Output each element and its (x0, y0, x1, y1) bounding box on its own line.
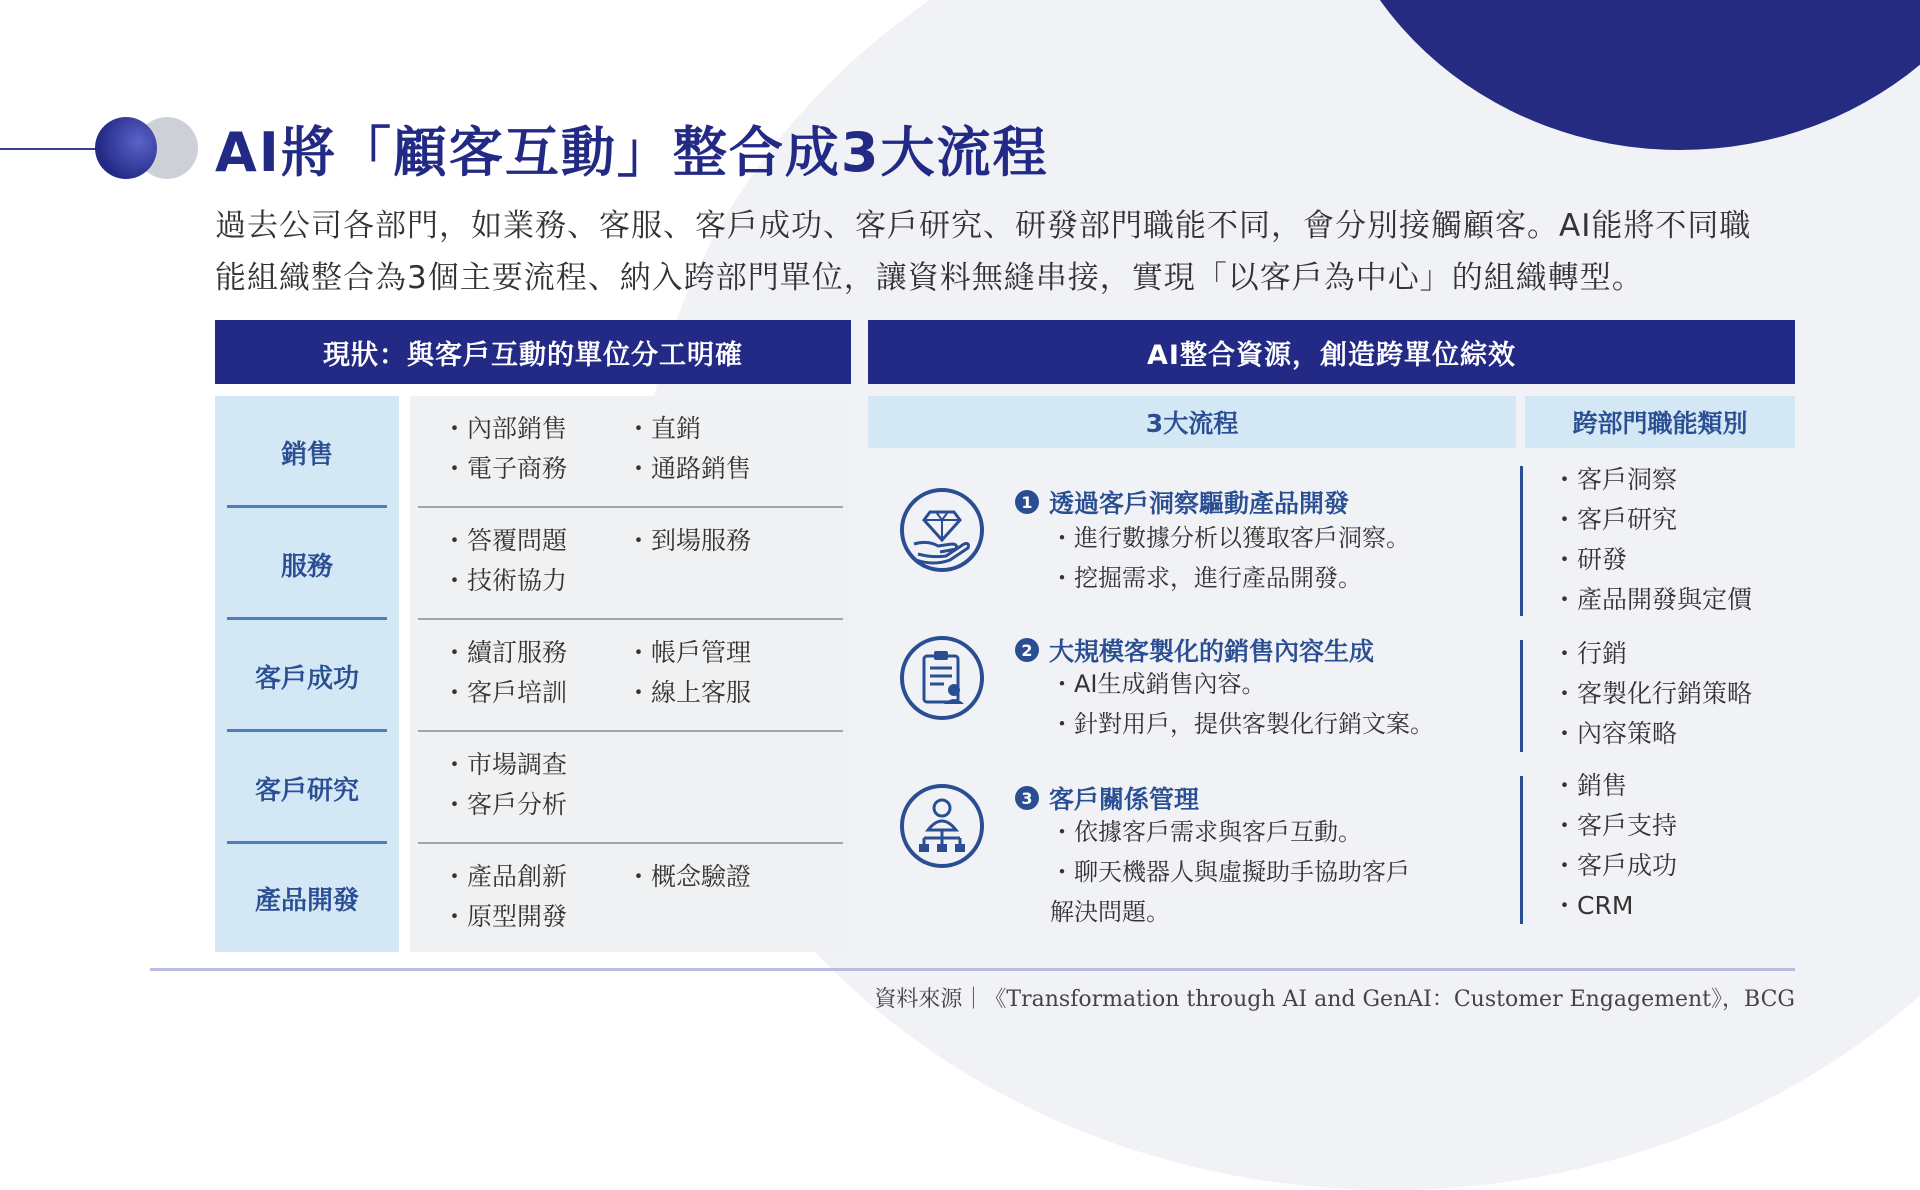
list-item: ・帳戶管理 (626, 638, 752, 667)
process-number-badge: 3 (1015, 786, 1039, 810)
list-item: ・技術協力 (442, 566, 568, 595)
function-item: ・銷售 (1552, 771, 1628, 800)
process-number-badge: 2 (1015, 638, 1039, 662)
list-item (626, 900, 806, 934)
process-bullets (1050, 518, 1410, 598)
diamond-hand-icon (898, 486, 986, 574)
process-bullet: ・進行數據分析以獲取客戶洞察。 (1050, 524, 1410, 552)
process-bullet: ・依據客戶需求與客戶互動。 (1050, 818, 1362, 846)
items-grid (442, 412, 806, 486)
process-subheader: 3大流程 (868, 396, 1516, 448)
process-title (1015, 484, 1349, 520)
category-row (215, 620, 399, 732)
category-label: 客戶研究 (254, 775, 359, 806)
list-item (626, 748, 806, 782)
process-number-badge: 1 (1015, 490, 1039, 514)
function-item: ・行銷 (1552, 639, 1628, 668)
category-label: 銷售 (280, 439, 333, 470)
process-bullets (1050, 664, 1434, 744)
items-row (410, 396, 851, 508)
title-rule (0, 148, 100, 150)
page-title: AI將「顧客互動」整合成3大流程 (215, 121, 1049, 184)
list-item: ・原型開發 (442, 902, 568, 931)
process-bullet-continuation: 解決問題。 (1050, 898, 1170, 926)
function-list (1552, 766, 1677, 926)
items-row (410, 732, 851, 844)
list-item (626, 788, 806, 822)
process-title-text: 客戶關係管理 (1049, 785, 1200, 814)
process-bullets (1050, 812, 1410, 932)
network-user-icon (898, 782, 986, 870)
function-item: ・產品開發與定價 (1552, 585, 1753, 614)
function-item: ・研發 (1552, 545, 1628, 574)
function-item: ・客製化行銷策略 (1552, 679, 1753, 708)
category-row (215, 844, 399, 952)
category-row (215, 396, 399, 508)
list-item: ・線上客服 (626, 678, 752, 707)
function-subheader: 跨部門職能類別 (1525, 396, 1795, 448)
list-item: ・產品創新 (442, 862, 568, 891)
list-item: ・通路銷售 (626, 454, 752, 483)
category-row (215, 732, 399, 844)
function-item: ・內容策略 (1552, 719, 1678, 748)
process-title-text: 透過客戶洞察驅動產品開發 (1049, 489, 1350, 518)
category-label: 客戶成功 (254, 663, 359, 694)
function-item: ・客戶支持 (1552, 811, 1678, 840)
list-item: ・市場調查 (442, 750, 568, 779)
process-bullet: ・AI生成銷售內容。 (1050, 670, 1266, 698)
list-item: ・客戶分析 (442, 790, 568, 819)
function-item: ・客戶成功 (1552, 851, 1678, 880)
source-citation: 資料來源｜《Transformation through AI and GenAI：Customer Engagement》，BCG (874, 987, 1795, 1012)
category-row (215, 508, 399, 620)
intro-line: 能組織整合為3個主要流程、納入跨部門單位，讓資料無縫串接，實現「以客戶為中心」的組織轉型。 (215, 260, 1644, 296)
list-item: ・直銷 (626, 414, 702, 443)
process-bullet: ・聊天機器人與虛擬助手協助客戶 (1050, 858, 1410, 886)
list-item: ・客戶培訓 (442, 678, 568, 707)
list-item: ・概念驗證 (626, 862, 752, 891)
items-column (410, 396, 851, 952)
function-item: ・CRM (1552, 891, 1634, 920)
list-item: ・答覆問題 (442, 526, 568, 555)
list-item: ・續訂服務 (442, 638, 568, 667)
footer-divider (150, 968, 1795, 971)
function-item: ・客戶洞察 (1552, 465, 1678, 494)
intro-line: 過去公司各部門，如業務、客服、客戶成功、客戶研究、研發部門職能不同，會分別接觸顧客。AI能將不同職 (215, 208, 1752, 244)
process-bullet: ・針對用戶，提供客製化行銷文案。 (1050, 710, 1434, 738)
items-row (410, 620, 851, 732)
category-label: 服務 (280, 551, 333, 582)
items-row (410, 508, 851, 620)
process-bullet: ・挖掘需求，進行產品開發。 (1050, 564, 1362, 592)
right-panel-header: AI整合資源，創造跨單位綜效 (868, 320, 1795, 384)
process-title (1015, 632, 1374, 668)
items-grid (442, 748, 806, 822)
intro-paragraph (215, 200, 1795, 304)
clipboard-user-icon (898, 634, 986, 722)
title-dot-dark (95, 117, 157, 179)
function-bar (1520, 640, 1523, 752)
left-panel-header: 現狀：與客戶互動的單位分工明確 (215, 320, 851, 384)
category-column (215, 396, 399, 952)
category-label: 產品開發 (254, 885, 359, 916)
process-title (1015, 780, 1199, 816)
function-item: ・客戶研究 (1552, 505, 1678, 534)
items-grid (442, 860, 806, 934)
list-item: ・到場服務 (626, 526, 752, 555)
list-item: ・電子商務 (442, 454, 568, 483)
function-bar (1520, 776, 1523, 924)
items-row (410, 844, 851, 952)
items-grid (442, 524, 806, 598)
function-list (1552, 460, 1752, 620)
process-title-text: 大規模客製化的銷售內容生成 (1049, 637, 1375, 666)
function-bar (1520, 466, 1523, 616)
items-grid (442, 636, 806, 710)
list-item (626, 564, 806, 598)
list-item: ・內部銷售 (442, 414, 568, 443)
function-list (1552, 634, 1752, 754)
